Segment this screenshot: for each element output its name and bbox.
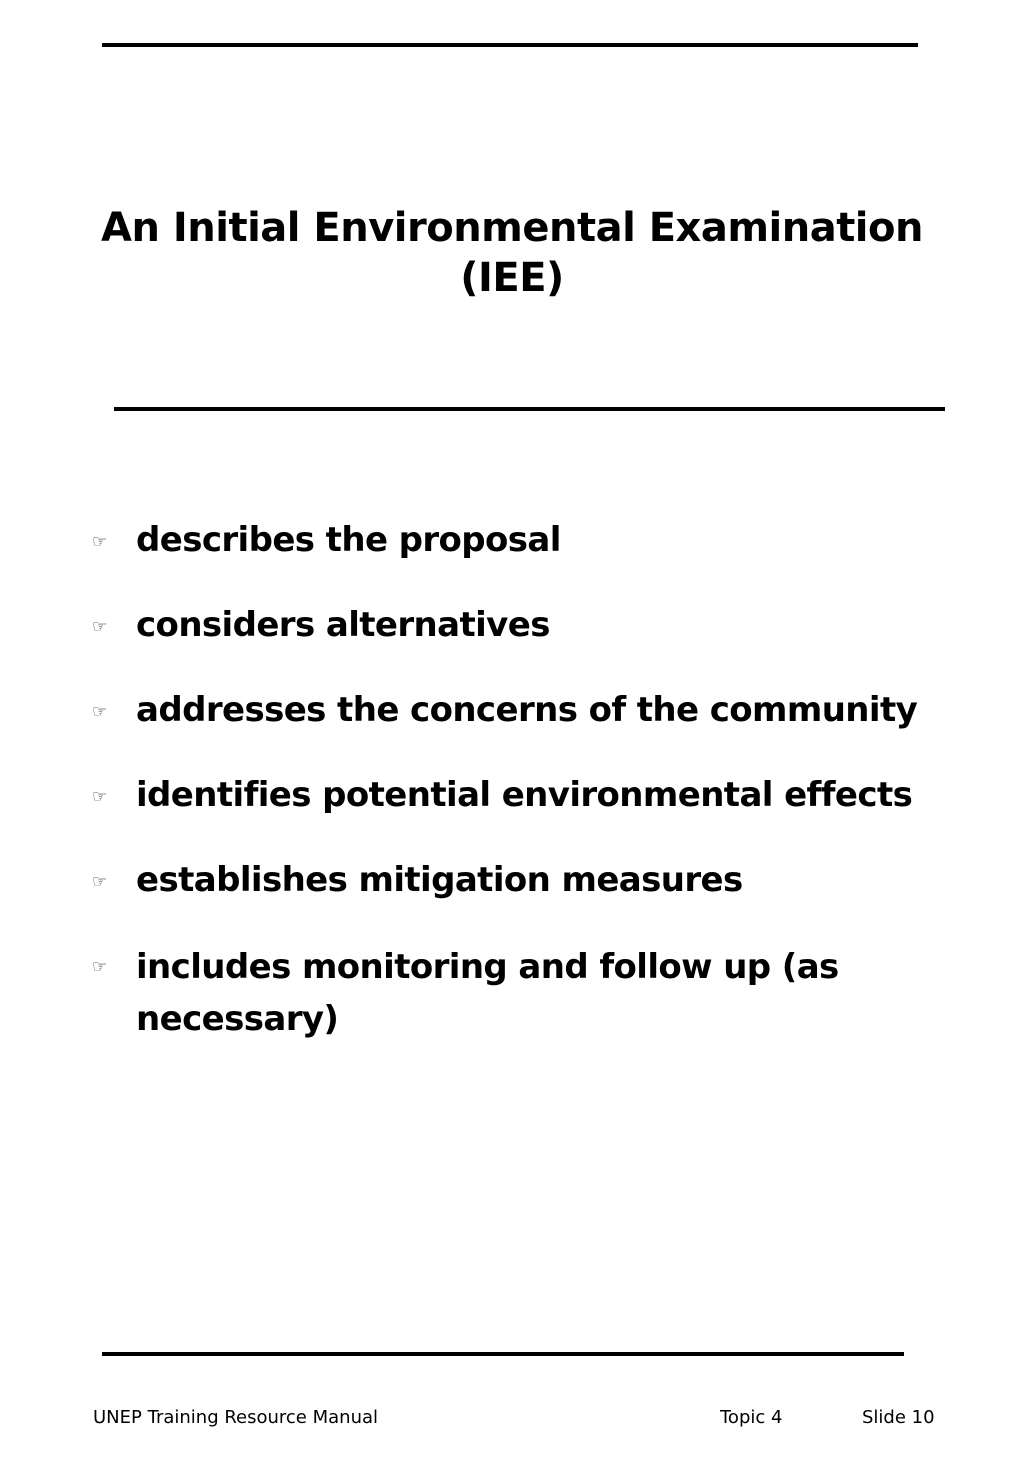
footer-divider [102,1352,904,1356]
slide-title-line-1: An Initial Environmental Examination [101,205,923,251]
list-item [92,771,952,823]
title-divider [114,407,945,411]
list-item [92,516,952,568]
bullet-text: includes monitoring and follow up (as necessary) [136,947,839,1039]
footer-topic: Topic 4 [720,1407,783,1428]
footer-slide-number: Slide 10 [862,1407,935,1428]
list-item [92,601,952,653]
list-item [92,856,952,908]
pointing-hand-icon: ☞ [92,617,108,637]
bullet-text: addresses the concerns of the community [136,690,918,730]
bullet-text: identifies potential environmental effects [136,775,913,815]
bullet-text: considers alternatives [136,605,550,645]
bullet-text: establishes mitigation measures [136,860,743,900]
bullet-text: describes the proposal [136,520,561,560]
list-item [92,941,952,1045]
top-divider [102,43,918,47]
slide-title [60,203,964,303]
slide-title-line-2: (IEE) [460,255,564,301]
bullet-list [92,516,952,1078]
pointing-hand-icon: ☞ [92,702,108,722]
pointing-hand-icon: ☞ [92,872,108,892]
footer-manual-title: UNEP Training Resource Manual [93,1407,379,1428]
pointing-hand-icon: ☞ [92,957,108,977]
pointing-hand-icon: ☞ [92,787,108,807]
list-item [92,686,952,738]
pointing-hand-icon: ☞ [92,532,108,552]
